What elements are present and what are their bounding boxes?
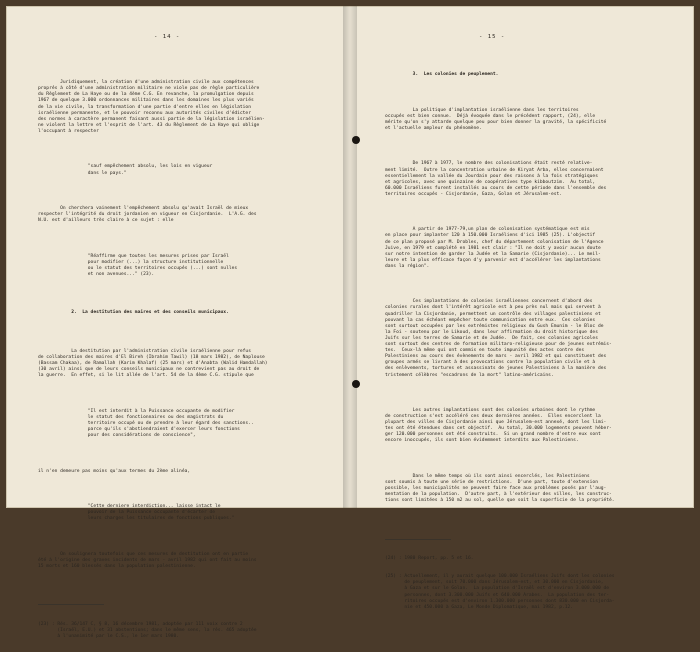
paragraph: Dans le même temps où ils sont ainsi encerclés, les Palestiniens sont soumis à toute une série de restrictions. D'une part, toute d'extension possible, les municipalités ne peuvent faire face aux problèmes posés par l'aug- mentation de la population. D'autre part, à l'extérieur des villes, les construc- tions sont limitées à 150 m2 au sol, quelle que soit la superficie de la propriété. — [385, 473, 615, 504]
paragraph: La destitution par l'administration civile israélienne pour refus de collaboration des maires d'El Bireh (Ibrahim Tawil) (18 mars 1982), de Naplouse (Bassam Chakaa), de Ramallah (Karim Khalaf) (25 mars) et d'Anabta (Walid Hamdallah) (30 avril) ainsi que de leurs conseils municipaux ne contrevient pas au droit de la guerre. En effet, si le lit allée de l'art. 54 de la 4ème C.G. stipule que — [38, 348, 268, 379]
quotation: "Cette derniere interdiction... laisse intact le pouvoir de la Puissance occupante d'écarter de leurs charges les titulaires de fonctions publiques." — [87, 504, 235, 522]
paragraph: On soulignera toutefois que ces mesures de destitution ont en partie été à l'origine des graves incidents de mars - avril 1982 qui ont fait au moins 15 morts et 160 blessés dans la population palestinienne. — [38, 551, 257, 569]
punch-hole-icon — [352, 380, 360, 388]
page-gutter — [343, 6, 357, 508]
paragraph: Ces implantations de colonies israéliennes concernent d'abord des colonies rurales dont l'intérêt agricole est à peu près nul mais qui servent à quadriller la Cisjordanie, permettent un contrôle des villages palestiniens et pouvant la cas échéant empêcher toute communication entre eux. Ces colonies sont surtout occupées par les extrémistes religieux du Gush Emunim - le Bloc de la Foi - soutenu par le Likoud, dans leur affirmation du droit historique des Juifs sur les terres de Samarie et de Judée. De fait, ces colonies agricoles sont surtout des centres de formation militaro-religieuse pour de jeunes extrémis- tes. Ceux-là même qui ont commis en toute impunité des actes contre des Palestiniens au cours des évènements de mars - avril 1982 et qui constituent des groupes armés se livrant à des provocations contre la population civile et à des enlèvements, tortures et assassinats de jeunes Palestiniens à la manière des tristement célèbres "escadrons de la mort" latino-américains. — [385, 299, 612, 378]
right-page — [357, 6, 694, 610]
quotation: "Il est interdit à la Puissance occupante de modifier le statut des fonctionnaires ou des magistrats du territoire occupé ou de prendre à leur égard des sanctions.. parce qu'ils s'abstiendraient d'exercer leurs fonctions pour des considérations de conscience", — [87, 408, 254, 439]
left-page — [6, 6, 343, 639]
section-heading: 2. La destitution des maires et des conseils municipaux. — [38, 310, 229, 316]
paragraph: De 1967 à 1977, le nombre des colonisations était resté relative- ment limité. Outre la concentration urbaine de Kiryat Arba, elles concernaient essentiellement la vallée du Jourdain pour des raisons à la fois stratégiques et agricoles, avec une quinzaine de coopératives type kibboutzim. Au total, 60.000 Israéliens furent installés au cours de cette période dans l'ensemble des territoires occupés - Cisjordanie, Gaza, Golan et Jérusalem-est. — [385, 161, 607, 197]
quotation: "sauf empêchement absolu, les lois en vigueur dans le pays." — [87, 164, 213, 176]
footnote: (24) : 1980 Report, pp. 5 et 16. — [385, 555, 474, 561]
footnote-rule — [385, 539, 451, 540]
paragraph: A partir de 1977-79,un plan de colonisation systématique est mis en place pour implanter 120 à 150.000 Israéliens d'ici 1985 (25). L'objectif de ce plan proposé par M. Drobles, chef du département colonisation de l'Agence Juive, en 1979 et complété en 1981 est clair : "Il ne doit y avoir aucun doute sur notre intention de garder la Judée et la Samarie (Cisjordanie)... Le meil- leure et la plus efficace façon d'y parvenir est d'accélérer les implantations dans la région". — [385, 227, 604, 269]
paragraph: il n'en demeure pas moins qu'aux termes du 2ème alinéa, — [38, 468, 191, 474]
right-page-body — [385, 60, 615, 623]
quotation: "Réaffirme que toutes les mesures prises par Israël pour modifier (...) la structure institutionnelle ou le statut des territoires occupés (...) sont nulles et non avenues..." (23). — [87, 253, 238, 277]
left-page-body — [38, 68, 268, 652]
section-heading: 3. Les colonies de peuplement. — [385, 72, 499, 78]
paragraph: Juridiquement, la création d'une administration civile aux compétences proprés à côté d'une administration militaire ne viole pas de règle particulière du Règlement de La Haye ou de la 4ème C.G. En revanche, la promulgation depuis 1967 de quelque 3.000 ordonnances militaires dans les domaines les plus variés de la vie civile, la transformation d'une partie d'entre elles en législation israélienne permanente, et le pouvoir reconnu aux autorités civiles d'édicter des normes à caractère permanent faisant aussi partie de la législation israélien- ne violent la lettre et l'esprit de l'art. 43 du Règlement de La Haye qui oblige l'occupant à respecter — [38, 80, 265, 134]
footnote: (23) : Rés. 36/147 C, § 8, 16 décembre 1981, adoptée par 111 voix contre 2 (Israël, E.U.) et 31 abstentions; dans le même sens, la rés. 465 adoptée à l'unanimité par le C.S., le 1er mars 1980. — [38, 621, 257, 639]
footnote: (25) : Actuellement, il y aurait quelque 100.000 Israéliens Juifs dont les colonies de peuplement, soit 70.000 dans Jérusalem-est, et 30.000 en Cisjordanie, à Gaza et sur le Golan. La population d'Israël est d'environ 3.000.000 de personnes, dont 3.300.000 Juifs et 640.000 Arabes. La population des ter- ritoires occupés est d'environ 1.300.000 personnes dont 830.000 en Cisjorda- nie et 450.000 à Gaza, Le Monde Diplomatique, mai 1982, p.12. — [385, 574, 615, 610]
left-page-number: - 14 - — [154, 34, 181, 40]
paragraph: La politique d'implantation israélienne dans les territoires occupés est bien connue. Déjà évoquée dans le précédent rapport, (24), elle mérite qu'on s'y attarde quelque peu pour bien donner la gravité, la spécificité et l'actuelle ampleur du phénomène. — [385, 107, 607, 131]
paragraph: On cherchera vainement l'empêchement absolu qu'avait Israël de mieux respecter l'intégrité du droit jordanien en vigueur en Cisjordanie. L'A.G. des N.U. est d'ailleurs très claire à ce sujet : elle — [38, 205, 257, 224]
right-page-number: - 15 - — [479, 34, 506, 40]
paragraph: Les autres implantations sont des colonies urbaines dont le rythme de construction s'est accéléré ces deux dernières années. Elles encerclent la plupart des villes de Cisjordanie ainsi que Jérusalem-est annexé, dont les limi- tes ont été étendues dans cet objectif. Au total, 30.000 logements peuvent héber- ger 120.000 personnes ont été construits. Si un grand nombre d'entre eux sont encore inoccupés, ils sont bien évidemment interdits aux Palestiniens. — [385, 407, 612, 444]
footnote-rule — [38, 604, 104, 605]
punch-hole-icon — [352, 136, 360, 144]
